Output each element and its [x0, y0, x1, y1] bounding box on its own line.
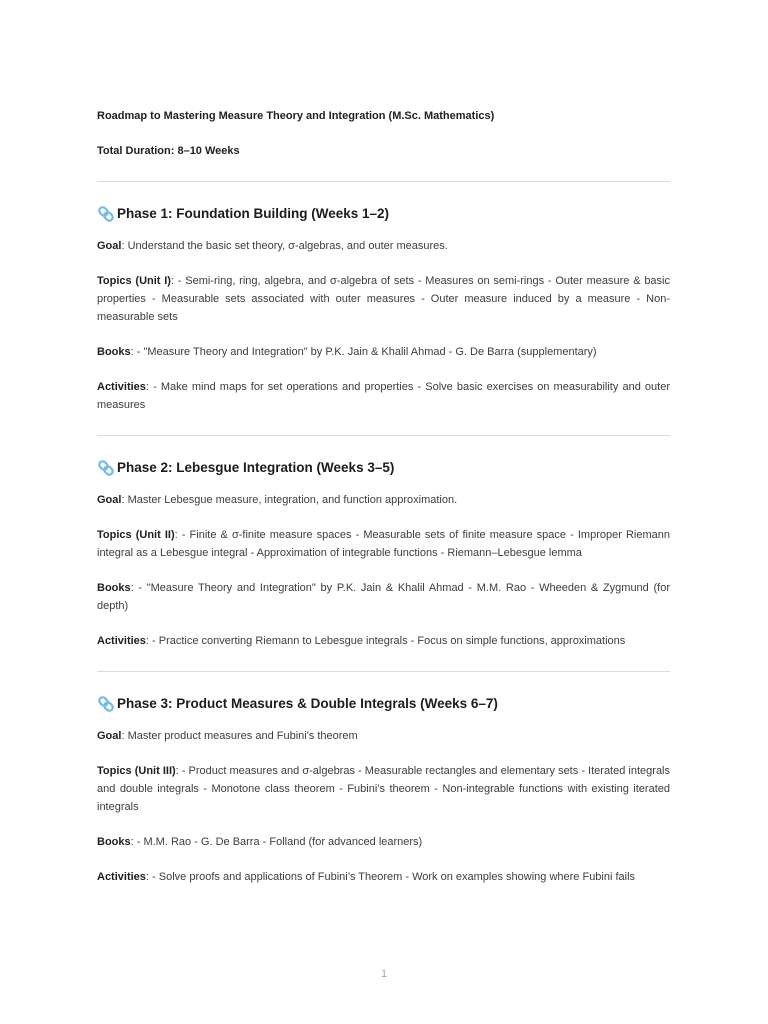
activities-label: Activities — [97, 871, 146, 883]
phase-1-goal — [97, 237, 670, 255]
books-label: Books — [97, 346, 131, 358]
phase-3-topics — [97, 762, 670, 816]
phase-2-section — [97, 458, 670, 650]
activities-text: : - Make mind maps for set operations and properties - Solve basic exercises on measurability and outer measures — [97, 381, 670, 411]
link-icon — [97, 205, 115, 223]
phase-2-books — [97, 579, 670, 615]
activities-text: : - Solve proofs and applications of Fubini’s Theorem - Work on examples showing where Fubini fails — [145, 871, 636, 883]
goal-text: : Understand the basic set theory, σ-algebras, and outer measures. — [121, 240, 448, 252]
topics-label: Topics (Unit II) — [97, 529, 175, 541]
phase-1-activities — [97, 378, 670, 414]
phase-3-section — [97, 694, 670, 886]
link-icon — [97, 459, 115, 477]
document-title — [97, 107, 670, 125]
phase-3-activities — [97, 868, 670, 886]
phase-1-section — [97, 204, 670, 414]
phase-2-heading — [97, 458, 670, 478]
section-divider — [97, 671, 670, 672]
topics-label: Topics (Unit III) — [97, 765, 176, 777]
goal-label: Goal — [97, 240, 122, 252]
books-text: : - "Measure Theory and Integration" by P.K. Jain & Khalil Ahmad - M.M. Rao - Wheeden & Zygmund (for depth) — [97, 582, 670, 612]
phase-1-topics — [97, 272, 670, 326]
books-label: Books — [97, 836, 131, 848]
phase-3-goal — [97, 727, 670, 745]
document-title-text: Roadmap to Mastering Measure Theory and Integration (M.Sc. Mathematics) — [97, 110, 495, 122]
books-label: Books — [97, 582, 131, 594]
topics-label: Topics (Unit I) — [97, 275, 171, 287]
phase-3-heading — [97, 694, 670, 714]
goal-label: Goal — [97, 494, 122, 506]
phase-1-books — [97, 343, 670, 361]
section-divider — [97, 181, 670, 182]
phase-1-heading — [97, 204, 670, 224]
section-divider — [97, 435, 670, 436]
phase-3-books — [97, 833, 670, 851]
link-icon — [97, 695, 115, 713]
phase-2-topics — [97, 526, 670, 562]
goal-label: Goal — [97, 730, 122, 742]
phase-1-heading-text: Phase 1: Foundation Building (Weeks 1–2) — [117, 206, 390, 221]
activities-text: : - Practice converting Riemann to Lebesgue integrals - Focus on simple functions, approximations — [145, 635, 626, 647]
goal-text: : Master Lebesgue measure, integration, and function approximation. — [121, 494, 458, 506]
total-duration — [97, 142, 670, 160]
activities-label: Activities — [97, 381, 146, 393]
phase-2-heading-text: Phase 2: Lebesgue Integration (Weeks 3–5) — [117, 460, 395, 475]
books-text: : - M.M. Rao - G. De Barra - Folland (for advanced learners) — [130, 836, 423, 848]
phase-2-goal — [97, 491, 670, 509]
goal-text: : Master product measures and Fubini's theorem — [121, 730, 358, 742]
topics-text: : - Finite & σ-finite measure spaces - Measurable sets of finite measure space - Improper Riemann integral as a Lebesgue integral - Approximation of integrable functions - Riemann–Lebesgue lemma — [97, 529, 670, 559]
phase-2-activities — [97, 632, 670, 650]
books-text: : - "Measure Theory and Integration" by P.K. Jain & Khalil Ahmad - G. De Barra (supplementary) — [130, 346, 597, 358]
activities-label: Activities — [97, 635, 146, 647]
topics-text: : - Product measures and σ-algebras - Measurable rectangles and elementary sets - Iterated integrals and double integrals - Monotone class theorem - Fubini’s theorem - Non-integrable functions with existing iterated integrals — [97, 765, 671, 813]
phase-3-heading-text: Phase 3: Product Measures & Double Integrals (Weeks 6–7) — [117, 696, 498, 711]
page-number: 1 — [380, 968, 388, 980]
topics-text: : - Semi-ring, ring, algebra, and σ-algebra of sets - Measures on semi-rings - Outer measure & basic properties - Measurable sets associated with outer measures - Outer measure induced by a measure - Non-measurable sets — [97, 275, 670, 323]
total-duration-text: Total Duration: 8–10 Weeks — [97, 145, 240, 157]
